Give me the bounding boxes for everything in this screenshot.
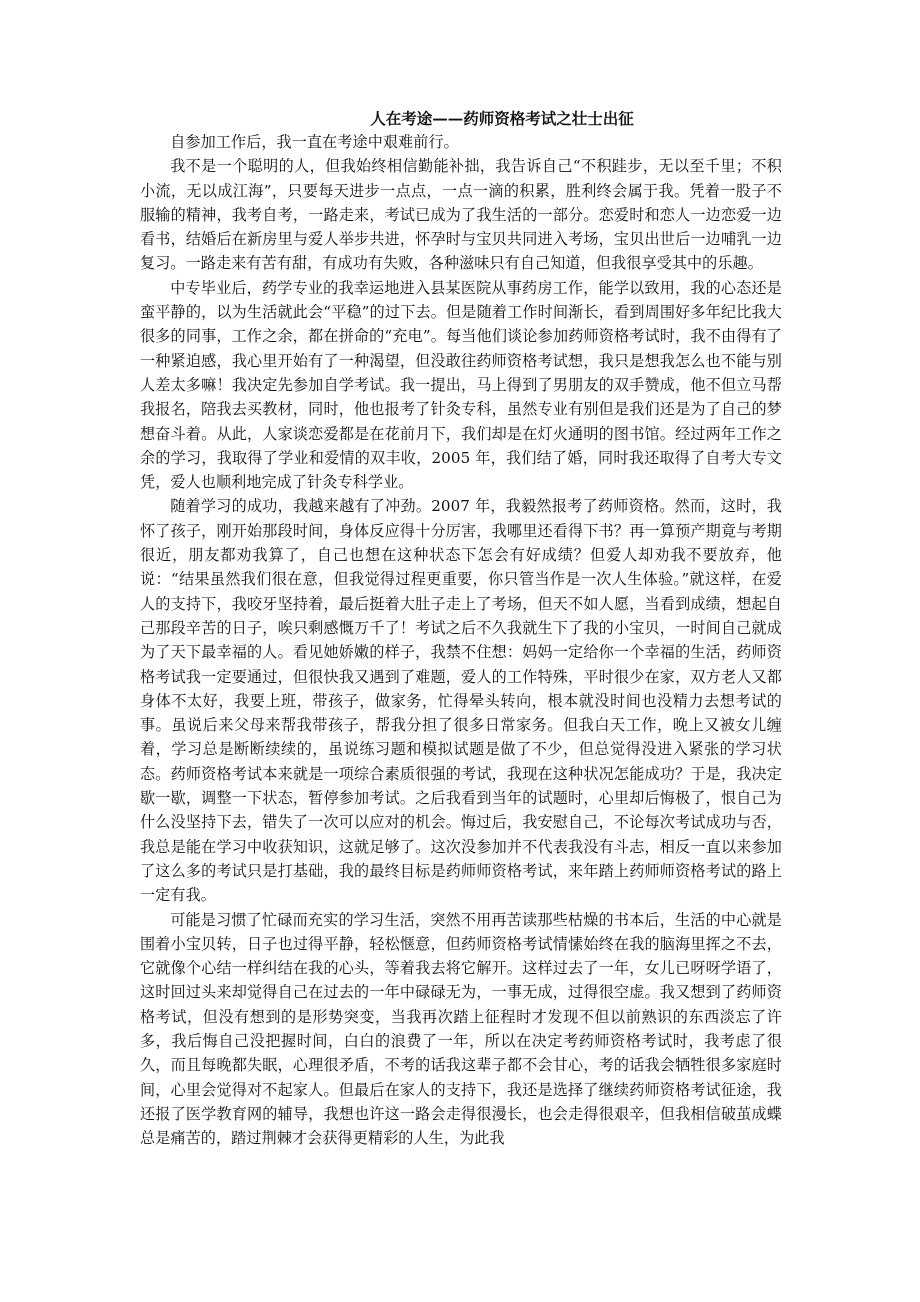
document-title: 人在考途——药师资格考试之壮士出征 (370, 109, 634, 128)
paragraph-1: 自参加工作后，我一直在考途中艰难前行。 (170, 133, 459, 151)
paragraph-5: 可能是习惯了忙碌而充实的学习生活，突然不用再苦读那些枯燥的书本后，生活的中心就是围着小宝贝转，日子也过得平静，轻松惬意，但药师资格考试情愫始终在我的脑海里挥之不去，它就像个心结一样纠结在我的心头，等着我去将它解开。这样过去了一年，女儿已呀呀学语了，这时回过头来却觉得自己在过去的一年中碌碌无为，一事无成，过得很空虚。我又想到了药师资格考试，但没有想到的是形势突变，当我再次踏上征程时才发现不但以前熟识的东西淡忘了许多，我后悔自己没把握时间，白白的浪费了一年，所以在决定考药师资格考试时，我考虑了很久，而且每晚都失眠，心理很矛盾，不考的话我这辈子都不会甘心，考的话我会牺牲很多家庭时间，心里会觉得对不起家人。但最后在家人的支持下，我还是选择了继续药师资格考试征途，我还报了医学教育网的辅导，我想也许这一路会走得很漫长，也会走得很艰辛，但我相信破茧成蝶总是痛苦的，踏过荆棘才会获得更精彩的人生，为此我 (140, 910, 782, 1148)
paragraph-3: 中专毕业后，药学专业的我幸运地进入县某医院从事药房工作，能学以致用，我的心态还是蛮平静的，以为生活就此会“平稳”的过下去。但是随着工作时间渐长，看到周围好多年纪比我大很多的同事，工作之余，都在拼命的“充电”。每当他们谈论参加药师资格考试时，我不由得有了一种紧迫感，我心里开始有了一种渴望，但没敢往药师资格考试想，我只是想我怎么也不能与别人差太多嘛！我决定先参加自学考试。我一提出，马上得到了男朋友的双手赞成，他不但立马帮我报名，陪我去买教材，同时，他也报考了针灸专科，虽然专业有别但是我们还是为了自己的梦想奋斗着。从此，人家谈恋爱都是在花前月下，我们却是在灯火通明的图书馆。经过两年工作之余的学习，我取得了学业和爱情的双丰收，2005 年，我们结了婚，同时我还取得了自考大专文凭，爱人也顺利地完成了针灸专科学业。 (140, 278, 782, 492)
document-page (140, 108, 782, 1150)
paragraph-4: 随着学习的成功，我越来越有了冲劲。2007 年，我毅然报考了药师资格。然而，这时，我怀了孩子，刚开始那段时间，身体反应得十分厉害，我哪里还看得下书？再一算预产期竟与考期很近，朋友都劝我算了，自己也想在这种状态下怎会有好成绩？但爱人却劝我不要放弃，他说：“结果虽然我们很在意，但我觉得过程更重要，你只管当作是一次人生体验。”就这样，在爱人的支持下，我咬牙坚持着，最后挺着大肚子走上了考场，但天不如人愿，当看到成绩，想起自己那段辛苦的日子，唉只剩感慨万千了！考试之后不久我就生下了我的小宝贝，一时间自己就成为了天下最幸福的人。看见她娇嫩的样子，我禁不住想：妈妈一定给你一个幸福的生活，药师资格考试我一定要通过，但很快我又遇到了难题，爱人的工作特殊，平时很少在家，双方老人又都身体不太好，我要上班，带孩子，做家务，忙得晕头转向，根本就没时间也没精力去想考试的事。虽说后来父母来帮我带孩子，帮我分担了很多日常家务。但我白天工作，晚上又被女儿缠着，学习总是断断续续的，虽说练习题和模拟试题是做了不少，但总觉得没进入紧张的学习状态。药师资格考试本来就是一项综合素质很强的考试，我现在这种状况怎能成功？于是，我决定歇一歇，调整一下状态，暂停参加考试。之后我看到当年的试题时，心里却后悔极了，恨自己为什么没坚持下去，错失了一次可以应对的机会。悔过后，我安慰自己，不论每次考试成功与否，我总是能在学习中收获知识，这就足够了。这次没参加并不代表我没有斗志，相反一直以来参加了这么多的考试只是打基础，我的最终目标是药师师资格考试，来年踏上药师师资格考试的路上一定有我。 (140, 497, 782, 905)
paragraph-2: 我不是一个聪明的人，但我始终相信勤能补拙，我告诉自己“不积跬步，无以至千里；不积小流，无以成江海”，只要每天进步一点点，一点一滴的积累，胜利终会属于我。凭着一股子不服输的精神，我考自考，一路走来，考试已成为了我生活的一部分。恋爱时和恋人一边恋爱一边看书，结婚后在新房里与爱人举步共进，怀孕时与宝贝共同进入考场，宝贝出世后一边哺乳一边复习。一路走来有苦有甜，有成功有失败，各种滋味只有自己知道，但我很享受其中的乐趣。 (140, 157, 782, 273)
